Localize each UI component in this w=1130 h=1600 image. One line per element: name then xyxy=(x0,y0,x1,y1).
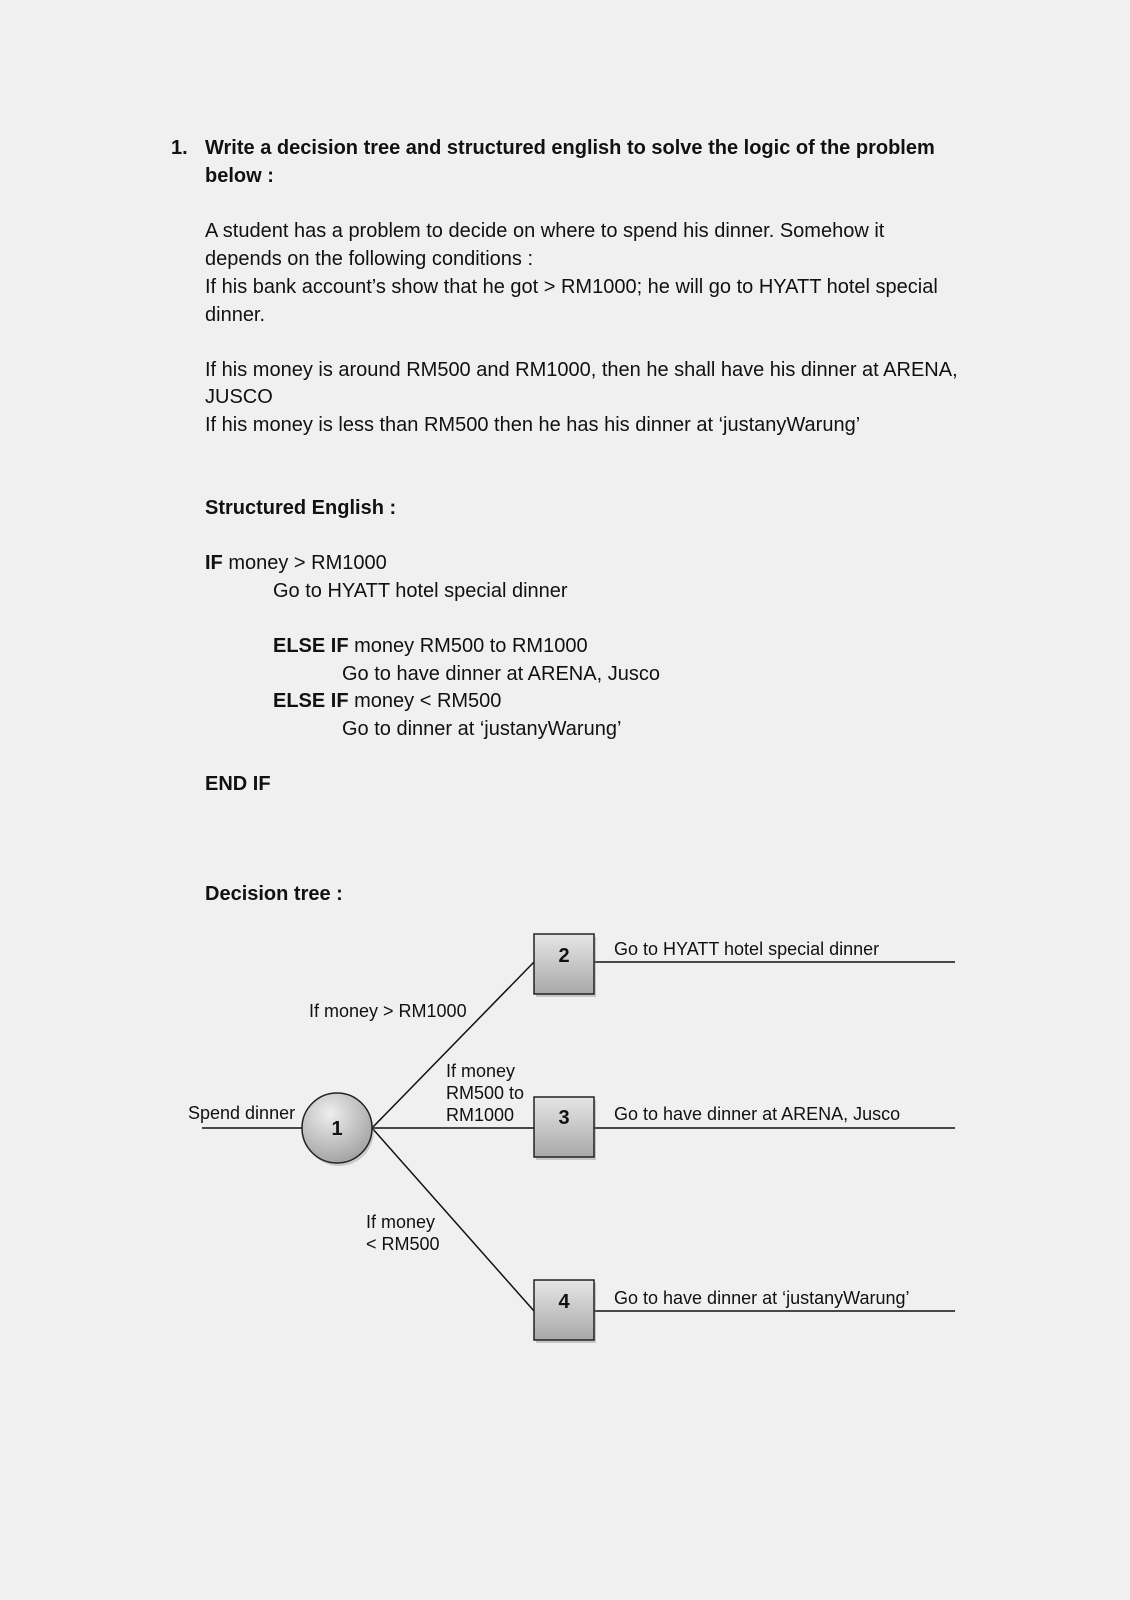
branch-condition: RM1000 xyxy=(446,1105,515,1125)
outcome-label: Go to have dinner at ‘justanyWarung’ xyxy=(614,1288,910,1308)
node-number: 3 xyxy=(558,1107,570,1129)
se-elseif2-action: Go to dinner at ‘justanyWarung’ xyxy=(342,718,622,740)
decision-tree-heading: Decision tree : xyxy=(205,883,343,905)
problem-line: depends on the following conditions : xyxy=(205,248,534,270)
branch-condition: If money xyxy=(366,1212,436,1232)
node-number: 4 xyxy=(558,1291,570,1313)
branch-condition: RM500 to xyxy=(446,1083,525,1103)
outcome-label: Go to HYATT hotel special dinner xyxy=(614,939,880,959)
se-condition: money > RM1000 xyxy=(222,552,387,574)
problem-line: A student has a problem to decide on where to spend his dinner. Somehow it xyxy=(205,220,885,242)
question-title-cont: below : xyxy=(205,165,274,187)
branch-line-2 xyxy=(372,962,534,1128)
se-end-if: END IF xyxy=(205,773,271,795)
structured-english-heading: Structured English : xyxy=(205,497,397,519)
se-keyword: ELSE IF xyxy=(273,635,349,657)
problem-line: If his money is around RM500 and RM1000, then he shall have his dinner at ARENA, xyxy=(205,359,958,381)
branch-condition: < RM500 xyxy=(366,1234,440,1254)
se-condition: money RM500 to RM1000 xyxy=(348,635,588,657)
se-condition: money < RM500 xyxy=(348,690,502,712)
branch-condition: If money xyxy=(446,1061,516,1081)
question-number: 1. xyxy=(171,137,188,159)
se-if-action: Go to HYATT hotel special dinner xyxy=(273,580,568,602)
problem-line: If his bank account’s show that he got > RM1000; he will go to HYATT hotel special xyxy=(205,276,938,298)
node-number: 1 xyxy=(331,1118,343,1140)
root-label: Spend dinner xyxy=(188,1103,296,1123)
outcome-label: Go to have dinner at ARENA, Jusco xyxy=(614,1104,901,1124)
se-keyword: IF xyxy=(205,552,223,574)
branch-condition: If money > RM1000 xyxy=(309,1001,467,1021)
node-number: 2 xyxy=(558,945,570,967)
se-keyword: ELSE IF xyxy=(273,690,349,712)
problem-line: If his money is less than RM500 then he has his dinner at ‘justanyWarung’ xyxy=(205,414,861,436)
question-title: Write a decision tree and structured english to solve the logic of the problem xyxy=(205,137,935,159)
problem-line: dinner. xyxy=(205,304,266,326)
problem-line: JUSCO xyxy=(205,386,273,408)
se-elseif1-action: Go to have dinner at ARENA, Jusco xyxy=(342,663,660,685)
